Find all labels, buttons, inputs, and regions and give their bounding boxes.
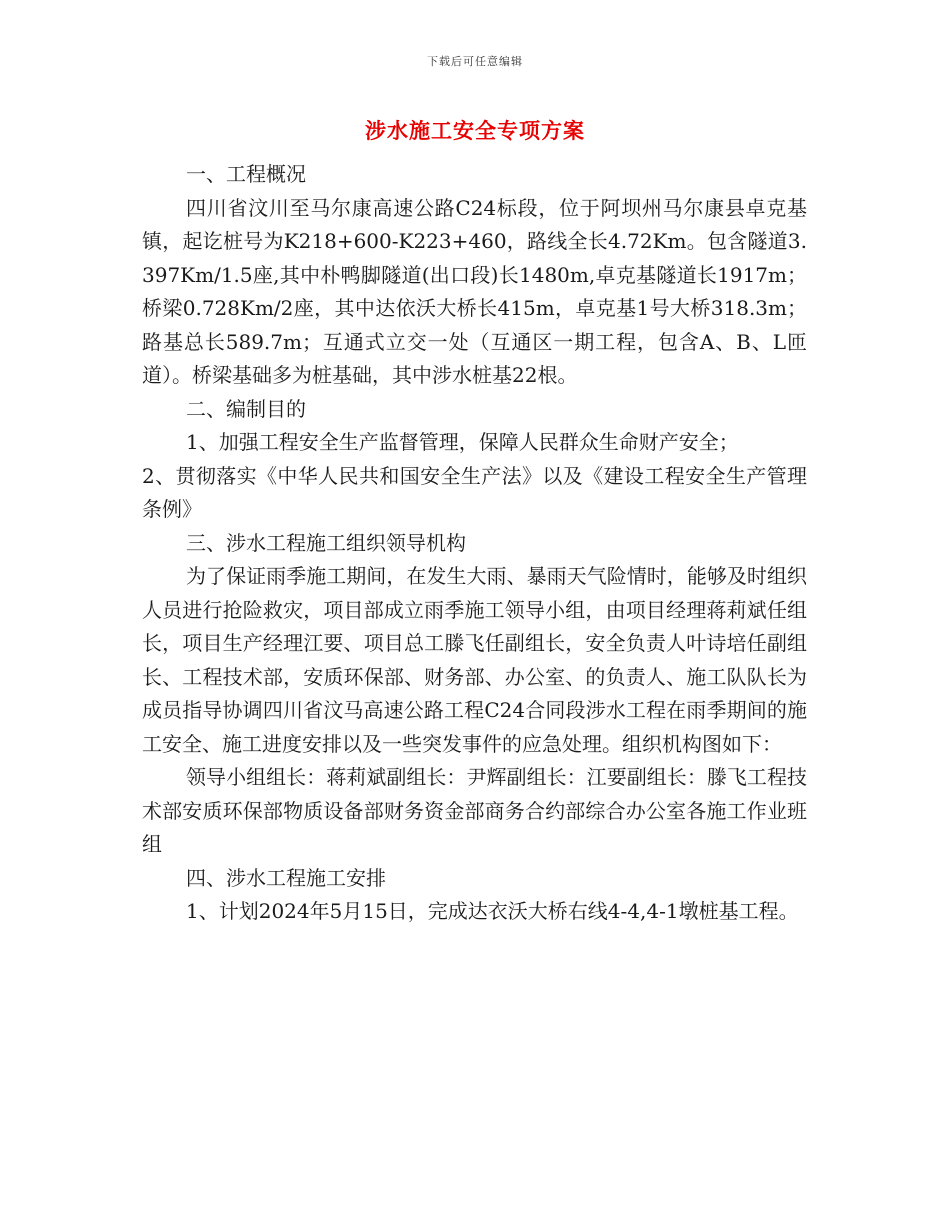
document-title: 涉水施工安全专项方案	[365, 118, 585, 143]
page-header-note: 下载后可任意编辑	[427, 55, 523, 68]
organization-paragraph: 为了保证雨季施工期间，在发生大雨、暴雨天气险情时，能够及时组织人员进行抢险救灾，项目部成立雨季施工领导小组，由项目经理蒋莉斌任组长，项目生产经理江要、项目总工滕飞任副组长，安全负责人叶诗培任副组长、工程技术部，安质环保部、财务部、办公室、的负责人、施工队队长为成员指导协调四川省汶马高速公路工程C24合同段涉水工程在雨季期间的施工安全、施工进度安排以及一些突发事件的应急处理。组织机构图如下：	[142, 564, 807, 756]
arrangement-item-1: 1、计划2024年5月15日，完成达衣沃大桥右线4-4,4-1墩桩基工程。	[186, 899, 799, 923]
overview-paragraph: 四川省汶川至马尔康高速公路C24标段，位于阿坝州马尔康县卓克基镇，起讫桩号为K218+600-K223+460，路线全长4.72Km。包含隧道3.397Km/1.5座,其中朴鸭脚隧道(出口段)长1480m,卓克基隧道长1917m；桥梁0.728Km/2座，其中达依沃大桥长415m，卓克基1号大桥318.3m；路基总长589.7m；互通式立交一处（互通区一期工程，包含A、B、L匝道）。桥梁基础多为桩基础，其中涉水桩基22根。	[142, 195, 807, 387]
section-heading-overview: 一、工程概况	[186, 162, 306, 186]
section-heading-organization: 三、涉水工程施工组织领导机构	[186, 530, 466, 555]
purpose-item-1: 1、加强工程安全生产监督管理，保障人民群众生命财产安全；	[186, 430, 739, 454]
section-heading-purpose: 二、编制目的	[186, 396, 306, 421]
document-body	[142, 158, 807, 929]
section-heading-arrangement: 四、涉水工程施工安排	[186, 865, 386, 890]
organization-chart-text: 领导小组组长：蒋莉斌副组长：尹辉副组长：江要副组长：滕飞工程技术部安质环保部物质设备部财务资金部商务合约部综合办公室各施工作业班组	[142, 765, 807, 856]
purpose-item-2: 2、贯彻落实《中华人民共和国安全生产法》以及《建设工程安全生产管理条例》	[142, 463, 807, 521]
